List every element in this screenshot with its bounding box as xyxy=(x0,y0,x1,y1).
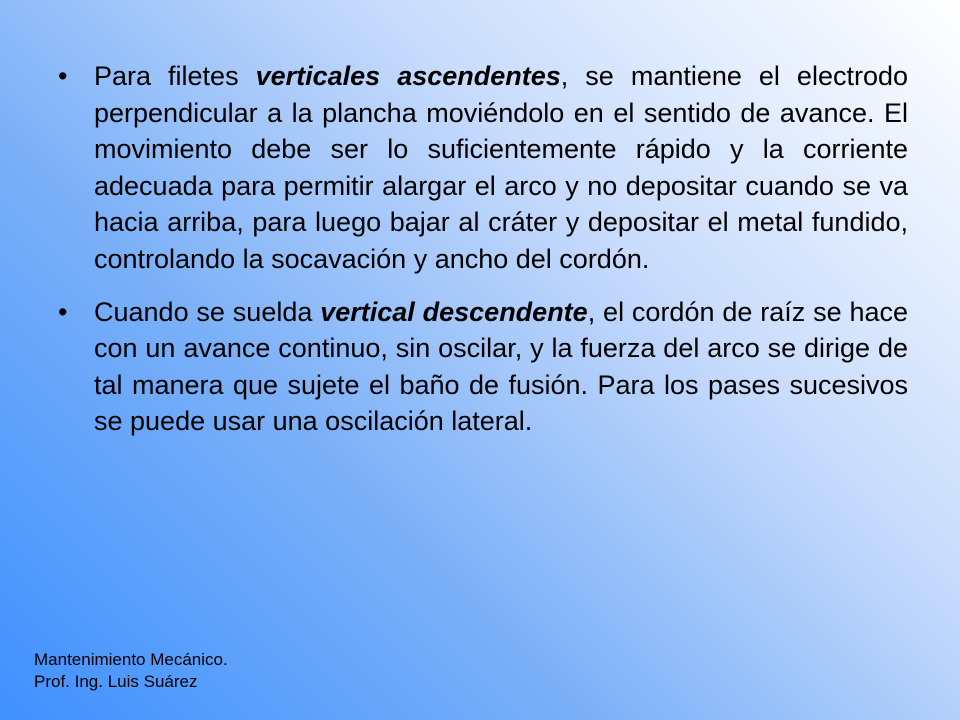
bullet-item-vertical-ascending xyxy=(58,58,908,278)
footer-author: Prof. Ing. Luis Suárez xyxy=(34,672,198,691)
bullet-text-rest: , el cordón de raíz se hace con un avance continuo, sin oscilar, y la fuerza del arco se dirige de tal manera que sujete el baño de fusión. Para los pases sucesivos se puede usar una oscilación lateral. xyxy=(94,296,908,437)
footer-course: Mantenimiento Mecánico. xyxy=(34,650,228,669)
bullet-text-start: Para filetes xyxy=(94,61,256,91)
slide-body xyxy=(58,58,908,456)
slide-footer xyxy=(34,649,228,693)
bullet-text-rest: , se mantiene el electrodo perpendicular a la plancha moviéndolo en el sentido de avance. El movimiento debe ser lo suficientemente rápido y la corriente adecuada para permitir alargar el arco y no depositar cuando se va hacia arriba, para luego bajar al cráter y depositar el metal fundido, controlando la socavación y ancho del cordón. xyxy=(94,61,909,274)
bullet-emphasis: verticales ascendentes xyxy=(255,61,561,91)
bullet-emphasis: vertical descendente xyxy=(320,296,588,327)
bullet-text-start: Cuando se suelda xyxy=(94,296,321,327)
bullet-marker: • xyxy=(58,296,68,327)
bullet-marker: • xyxy=(58,61,68,91)
bullet-item-vertical-descending xyxy=(58,294,908,440)
